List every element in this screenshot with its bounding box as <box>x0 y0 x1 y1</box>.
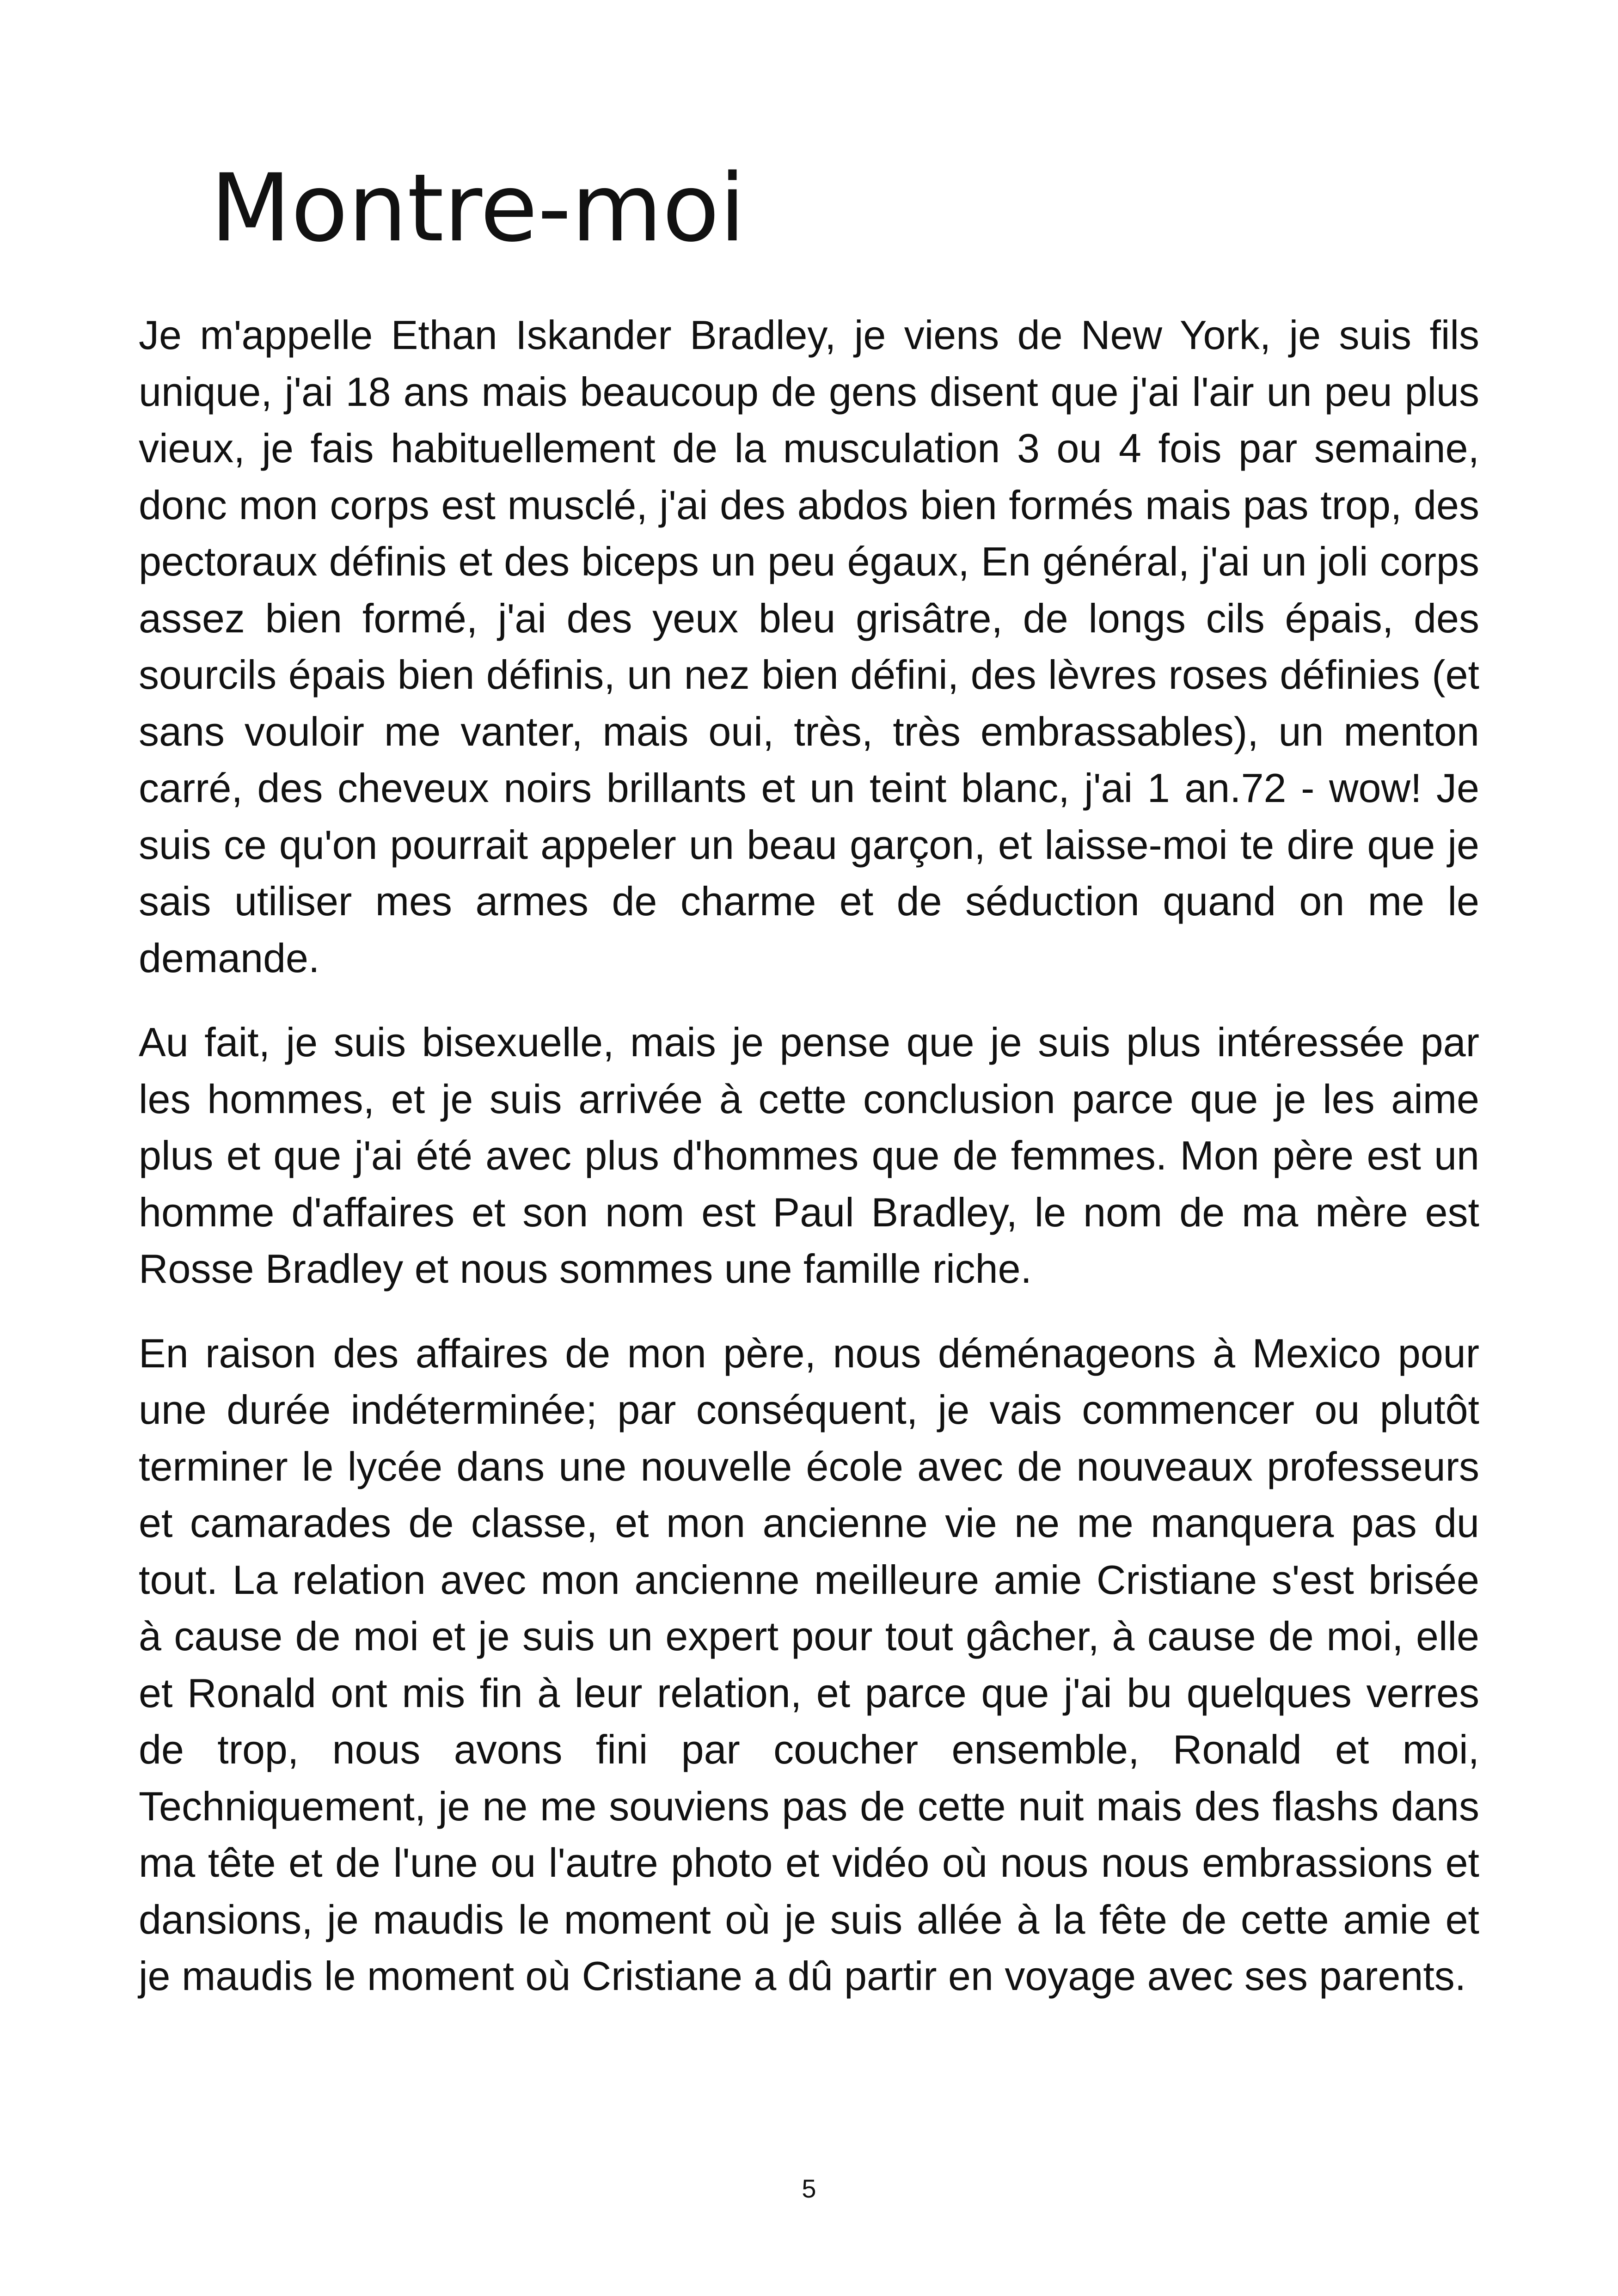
paragraph-1: Je m'appelle Ethan Iskander Bradley, je viens de New York, je suis fils unique, j'ai 18 ans mais beaucoup de gens disent que j'ai l'air un peu plus vieux, je fais habituellement de la musculation 3 ou 4 fois par semaine, donc mon corps est musclé, j'ai des abdos bien formés mais pas trop, des pectoraux définis et des biceps un peu égaux, En général, j'ai un joli corps assez bien formé, j'ai des yeux bleu grisâtre, de longs cils épais, des sourcils épais bien définis, un nez bien défini, des lèvres roses définies (et sans vouloir me vanter, mais oui, très, très embrassables), un menton carré, des cheveux noirs brillants et un teint blanc, j'ai 1 an.72 - wow! Je suis ce qu'on pourrait appeler un beau garçon, et laisse-moi te dire que je sais utiliser mes armes de charme et de séduction quand on me le demande. <box>139 312 1479 981</box>
body-text <box>139 307 1479 2033</box>
paragraph-3: En raison des affaires de mon père, nous déménageons à Mexico pour une durée indéterminée; par conséquent, je vais commencer ou plutôt terminer le lycée dans une nouvelle école avec de nouveaux professeurs et camarades de classe, et mon ancienne vie ne me manquera pas du tout. La relation avec mon ancienne meilleure amie Cristiane s'est brisée à cause de moi et je suis un expert pour tout gâcher, à cause de moi, elle et Ronald ont mis fin à leur relation, et parce que j'ai bu quelques verres de trop, nous avons fini par coucher ensemble, Ronald et moi, Techniquement, je ne me souviens pas de cette nuit mais des flashs dans ma tête et de l'une ou l'autre photo et vidéo où nous nous embrassions et dansions, je maudis le moment où je suis allée à la fête de cette amie et je maudis le moment où Cristiane a dû partir en voyage avec ses parents. <box>139 1330 1479 1999</box>
page-title: Montre-moi <box>210 153 746 263</box>
page-number: 5 <box>802 2174 816 2203</box>
paragraph-2: Au fait, je suis bisexuelle, mais je pense que je suis plus intéressée par les hommes, et je suis arrivée à cette conclusion parce que je les aime plus et que j'ai été avec plus d'hommes que de femmes. Mon père est un homme d'affaires et son nom est Paul Bradley, le nom de ma mère est Rosse Bradley et nous sommes une famille riche. <box>139 1019 1479 1292</box>
